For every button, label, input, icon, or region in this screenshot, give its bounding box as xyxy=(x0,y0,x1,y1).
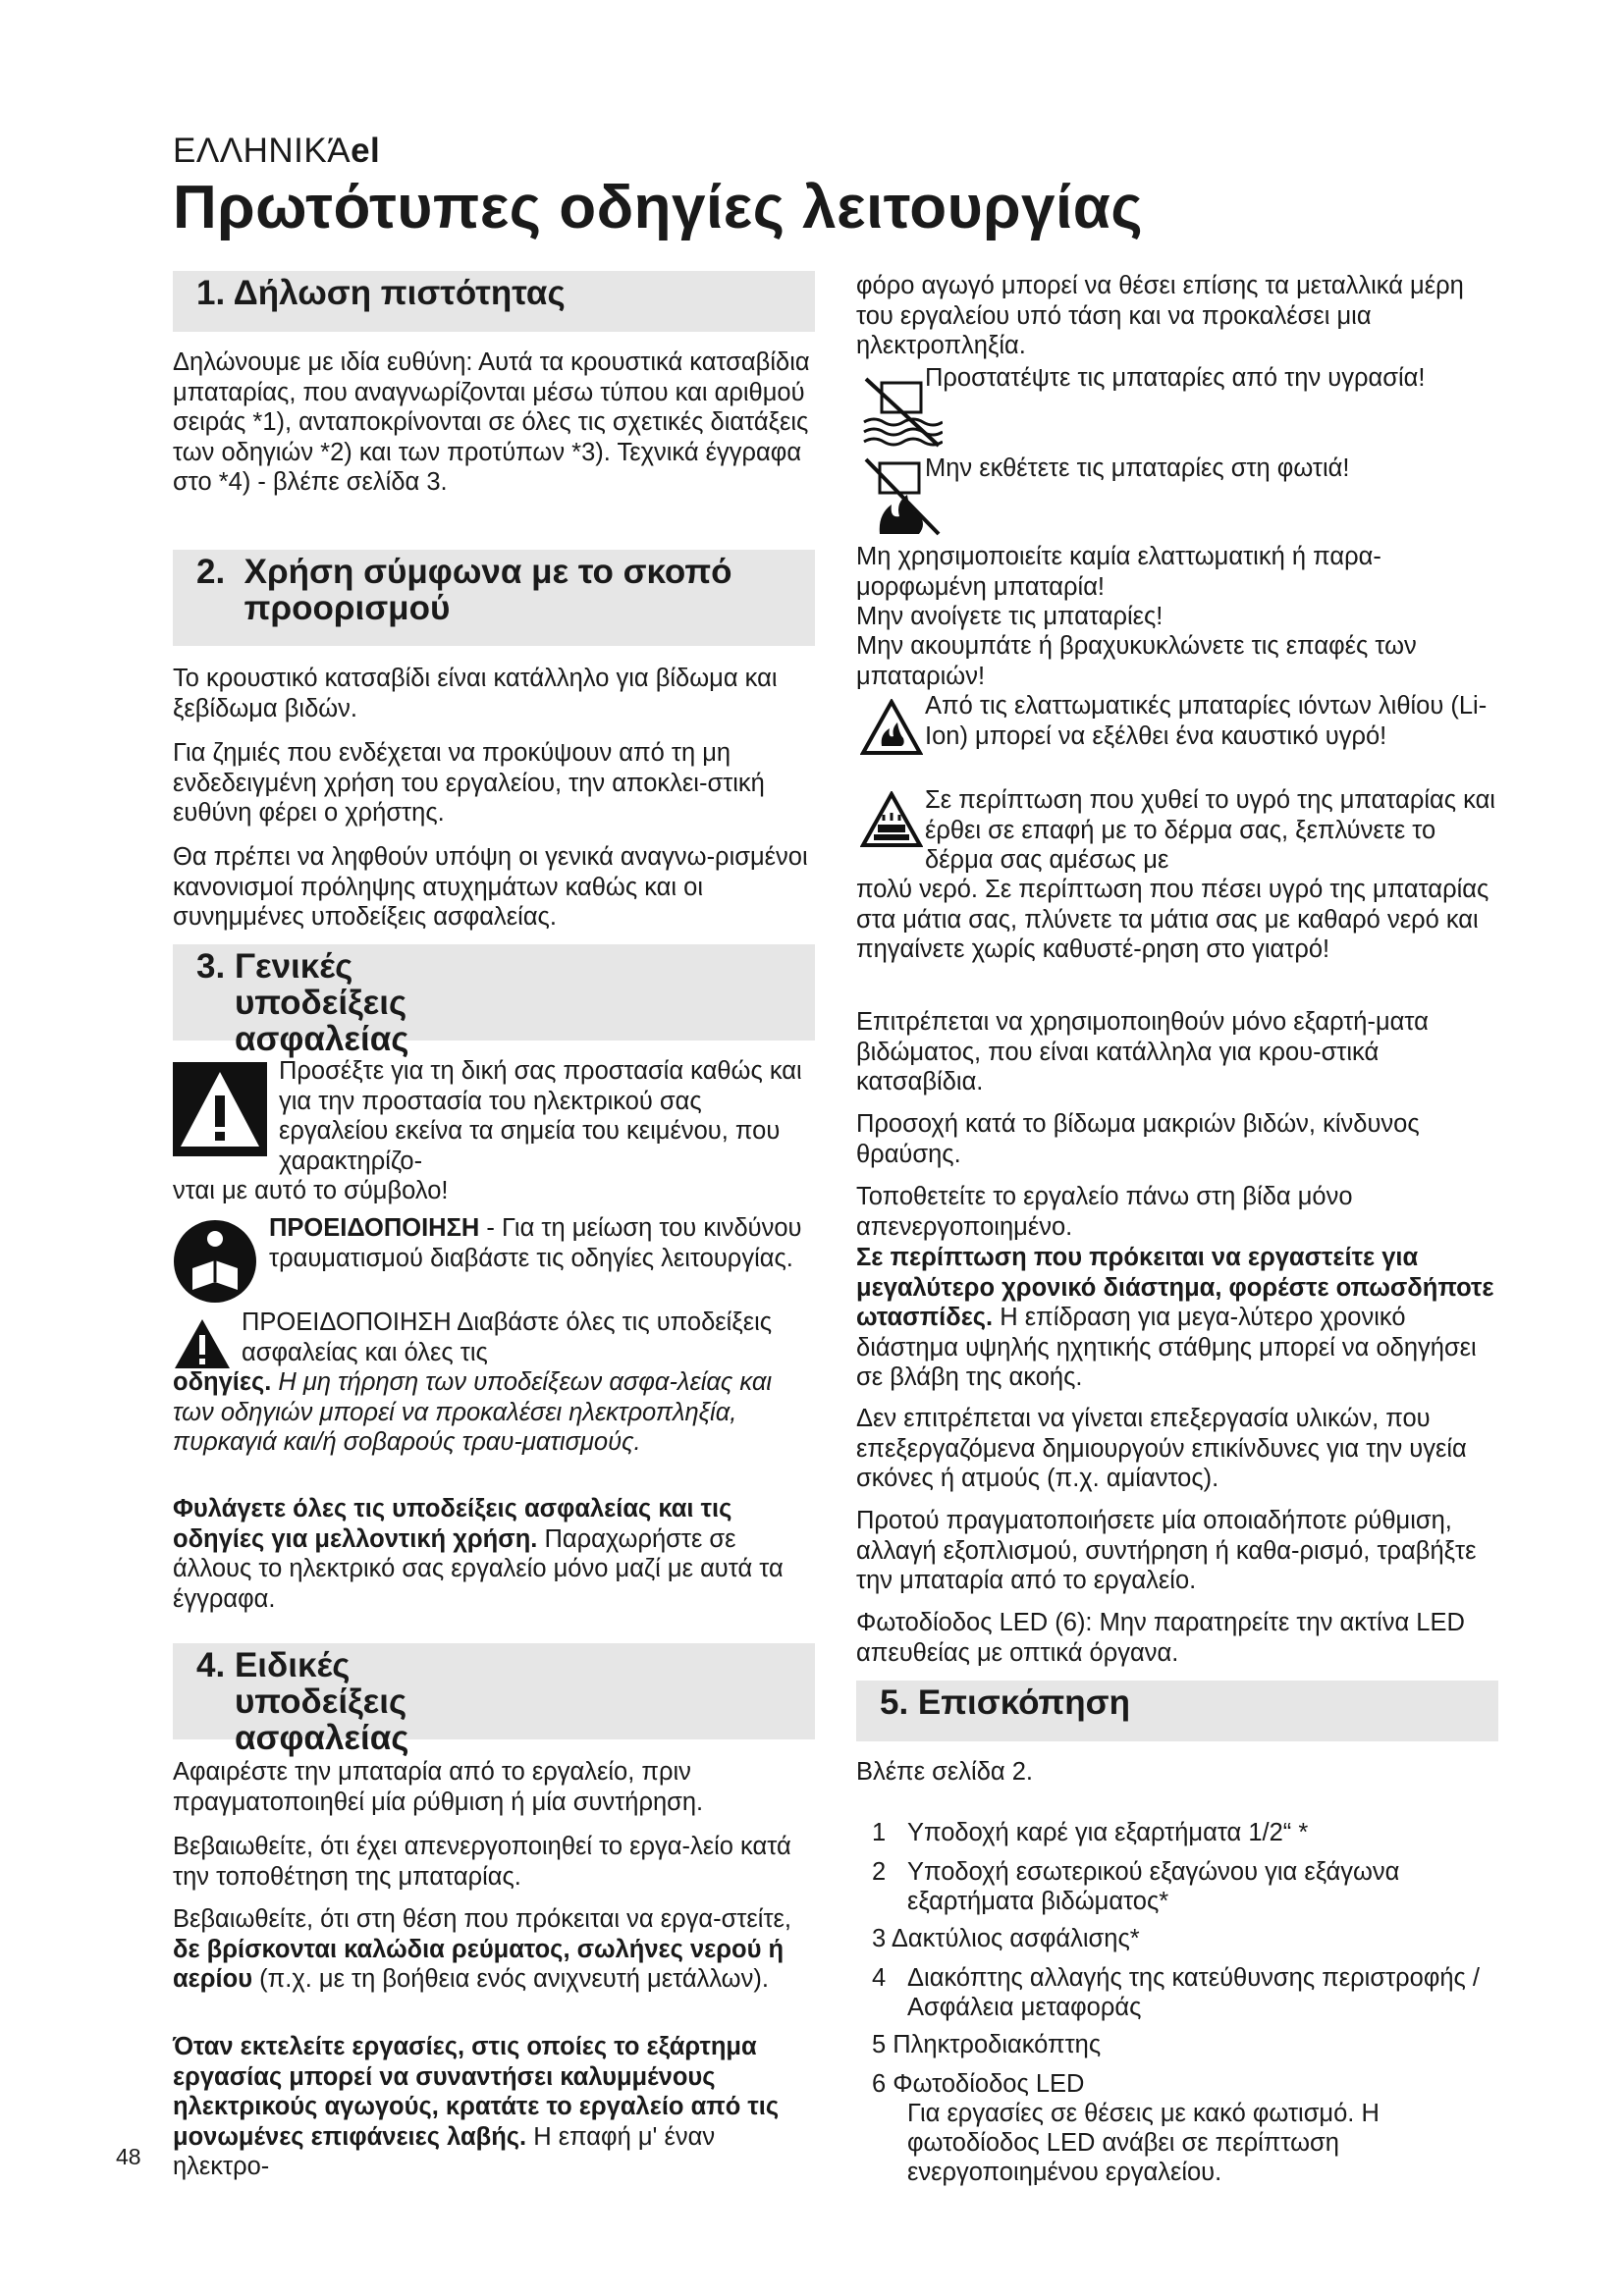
special-safety-text-4: Όταν εκτελείτε εργασίες, στις οποίες το εξάρτημα εργασίας μπορεί να συναντήσει καλυμμένους ηλεκτρικούς αγωγούς, κρατάτε το εργαλείο από τις μονωμένες επιφάνειες λαβής. Η επαφή μ' έναν ηλεκτρο- xyxy=(173,2033,780,2180)
accessories-text: Επιτρέπεται να χρησιμοποιηθούν μόνο εξαρτή-ματα βιδώματος, που είναι κατάλληλα για κρου-στικά κατσαβίδια. xyxy=(856,1008,1429,1095)
no-fire-text: Μην εκθέτετε τις μπαταρίες στη φωτιά! xyxy=(925,454,1350,482)
special-safety-text-3: Βεβαιωθείτε, ότι στη θέση που πρόκειται να εργα-στείτε, δε βρίσκονται καλώδια ρεύματος, σωλήνες νερού ή αερίου (π.χ. με τη βοήθεια ενός ανιχνευτή μετάλλων). xyxy=(173,1905,791,1993)
battery-liquid-text-cont: πολύ νερό. Σε περίπτωση που πέσει υγρό της μπαταρίας στα μάτια σας, πλύνετε τα μάτια σας με καθαρό νερό και πηγαίνετε χωρίς καθυστέ-ρηση στο γιατρό! xyxy=(856,876,1489,963)
intended-use-text-1: Το κρουστικό κατσαβίδι είναι κατάλληλο για βίδωμα και ξεβίδωμα βιδών. xyxy=(173,665,778,722)
warning-small-icon xyxy=(173,1317,232,1370)
section-heading-intended-use: 2. Χρήση σύμφωνα με το σκοπό προορισμού xyxy=(173,550,815,646)
flammable-warning-icon xyxy=(860,699,923,756)
intended-use-text-2: Για ζημιές που ενδέχεται να προκύψουν από τη μη ενδεδειγμένη χρήση του εργαλείου, την αποκλει-στική ευθύνη φέρει ο χρήστης. xyxy=(173,739,765,827)
electric-shock-text: φόρο αγωγό μπορεί να θέσει επίσης τα μεταλλικά μέρη του εργαλείου υπό τάση και να προκαλέσει μια ηλεκτροπληξία. xyxy=(856,272,1464,359)
page-number: 48 xyxy=(116,2144,141,2169)
corrosive-warning-icon xyxy=(860,791,923,848)
read-manual-icon xyxy=(173,1219,257,1304)
long-screws-text: Προσοχή κατά το βίδωμα μακριών βιδών, κίνδυνος θραύσης. xyxy=(856,1110,1420,1168)
defective-battery-text: Μη χρησιμοποιείτε καμία ελαττωματική ή παρα-μορφωμένη μπαταρία! xyxy=(856,543,1381,601)
caustic-liquid-text: Από τις ελαττωματικές μπαταρίες ιόντων λιθίου (Li-Ion) μπορεί να εξέλθει ένα καυστικό υγρό! xyxy=(925,692,1488,750)
hazardous-dust-text: Δεν επιτρέπεται να γίνεται επεξεργασία υλικών, που επεξεργαζόμενα δημιουργούν επικίνδυνες για την υγεία σκόνες ή ατμούς (π.χ. αμίαντος). xyxy=(856,1405,1467,1492)
overview-see-page: Βλέπε σελίδα 2. xyxy=(856,1758,1033,1786)
keep-instructions-text: Φυλάγετε όλες τις υποδείξεις ασφαλείας και τις οδηγίες για μελλοντική χρήση. Παραχωρήστε σε άλλους το ηλεκτρικό σας εργαλείο μόνο μαζί με αυτά τα έγγραφα. xyxy=(173,1495,784,1613)
language-label: ΕΛΛΗΝΙΚΆel xyxy=(173,132,381,170)
warning-read-all-text: οδηγίες. Η μη τήρηση των υποδείξεων ασφα-λείας και των οδηγιών μπορεί να προκαλέσει ηλεκτροπληξία, πυρκαγιά και/ή σοβαρούς τραυ-ματισμούς. xyxy=(173,1368,773,1456)
special-safety-text-2: Βεβαιωθείτε, ότι έχει απενεργοποιηθεί το εργα-λείο κατά την τοποθέτηση της μπαταρίας. xyxy=(173,1833,791,1891)
do-not-open-text: Μην ανοίγετε τις μπαταρίες! xyxy=(856,603,1164,630)
battery-liquid-text: Σε περίπτωση που χυθεί το υγρό της μπαταρίας και έρθει σε επαφή με το δέρμα σας, ξεπλύνετε το δέρμα σας αμέσως με xyxy=(925,786,1495,874)
warning-read-all-heading: ΠΡΟΕΙΔΟΠΟΙΗΣΗ Διαβάστε όλες τις υποδείξεις ασφαλείας και όλες τις xyxy=(242,1308,773,1366)
protect-moisture-text: Προστατέψτε τις μπαταρίες από την υγρασία! xyxy=(925,364,1426,392)
section-heading-declaration: 1. Δήλωση πιστότητας xyxy=(173,271,815,332)
intended-use-text-3: Θα πρέπει να ληφθούν υπόψη οι γενικά αναγνω-ρισμένοι κανονισμοί πρόληψης ατυχημάτων καθώς και οι συνημμένες υποδείξεις ασφαλείας. xyxy=(173,843,808,931)
switched-off-text: Τοποθετείτε το εργαλείο πάνω στη βίδα μόνο απενεργοποιημένο. xyxy=(856,1183,1353,1241)
led-warning-text: Φωτοδίοδος LED (6): Μην παρατηρείτε την ακτίνα LED απευθείας με οπτικά όργανα. xyxy=(856,1609,1465,1667)
warning-read-instructions: ΠΡΟΕΙΔΟΠΟΙΗΣΗ - Για τη μείωση του κινδύνου τραυματισμού διαβάστε τις οδηγίες λειτουργίας. xyxy=(269,1214,802,1272)
page-title: Πρωτότυπες οδηγίες λειτουργίας xyxy=(173,174,1144,241)
ear-protection-text: Σε περίπτωση που πρόκειται να εργαστείτε για μεγαλύτερο χρονικό διάστημα, φορέστε οπωσδήποτε ωτασπίδες. Η επίδραση για μεγα-λύτερο χρονικό διάστημα υψηλής ηχητικής στάθμης μπορεί να οδηγήσει σε βλάβη της ακοής. xyxy=(856,1244,1494,1391)
section-heading-general-safety: 3. Γενικές υποδείξεις ασφαλείας xyxy=(173,944,815,1041)
section-heading-overview: 5. Επισκόπηση xyxy=(856,1681,1498,1741)
safety-symbol-text: Προσέξτε για τη δική σας προστασία καθώς και για την προστασία του ηλεκτρικού σας εργαλείου εκείνα τα σημεία του κειμένου, που χαρακτηρίζο- xyxy=(279,1057,802,1175)
do-not-short-text: Μην ακουμπάτε ή βραχυκυκλώνετε τις επαφές των μπαταριών! xyxy=(856,632,1417,690)
section-heading-special-safety: 4. Ειδικές υποδείξεις ασφαλείας xyxy=(173,1643,815,1739)
special-safety-text-1: Αφαιρέστε την μπαταρία από το εργαλείο, πριν πραγματοποιηθεί μία ρύθμιση ή μία συντήρηση. xyxy=(173,1758,704,1816)
safety-symbol-text-cont: νται με αυτό το σύμβολο! xyxy=(173,1177,449,1204)
warning-triangle-icon xyxy=(173,1062,267,1156)
declaration-text: Δηλώνουμε με ιδία ευθύνη: Αυτά τα κρουστικά κατσαβίδια μπαταρίας, που αναγνωρίζονται μέσω τύπου και αριθμού σειράς *1), ανταποκρίνονται σε όλες τις σχετικές διατάξεις των οδηγιών *2) και των προτύπων *3). Τεχνικά έγγραφα στο *4) - βλέπε σελίδα 3. xyxy=(173,348,810,496)
remove-battery-text: Προτού πραγματοποιήσετε μία οποιαδήποτε ρύθμιση, αλλαγή εξοπλισμού, συντήρηση ή καθα-ρισμό, τραβήξτε την μπαταρία από το εργαλείο. xyxy=(856,1507,1477,1594)
